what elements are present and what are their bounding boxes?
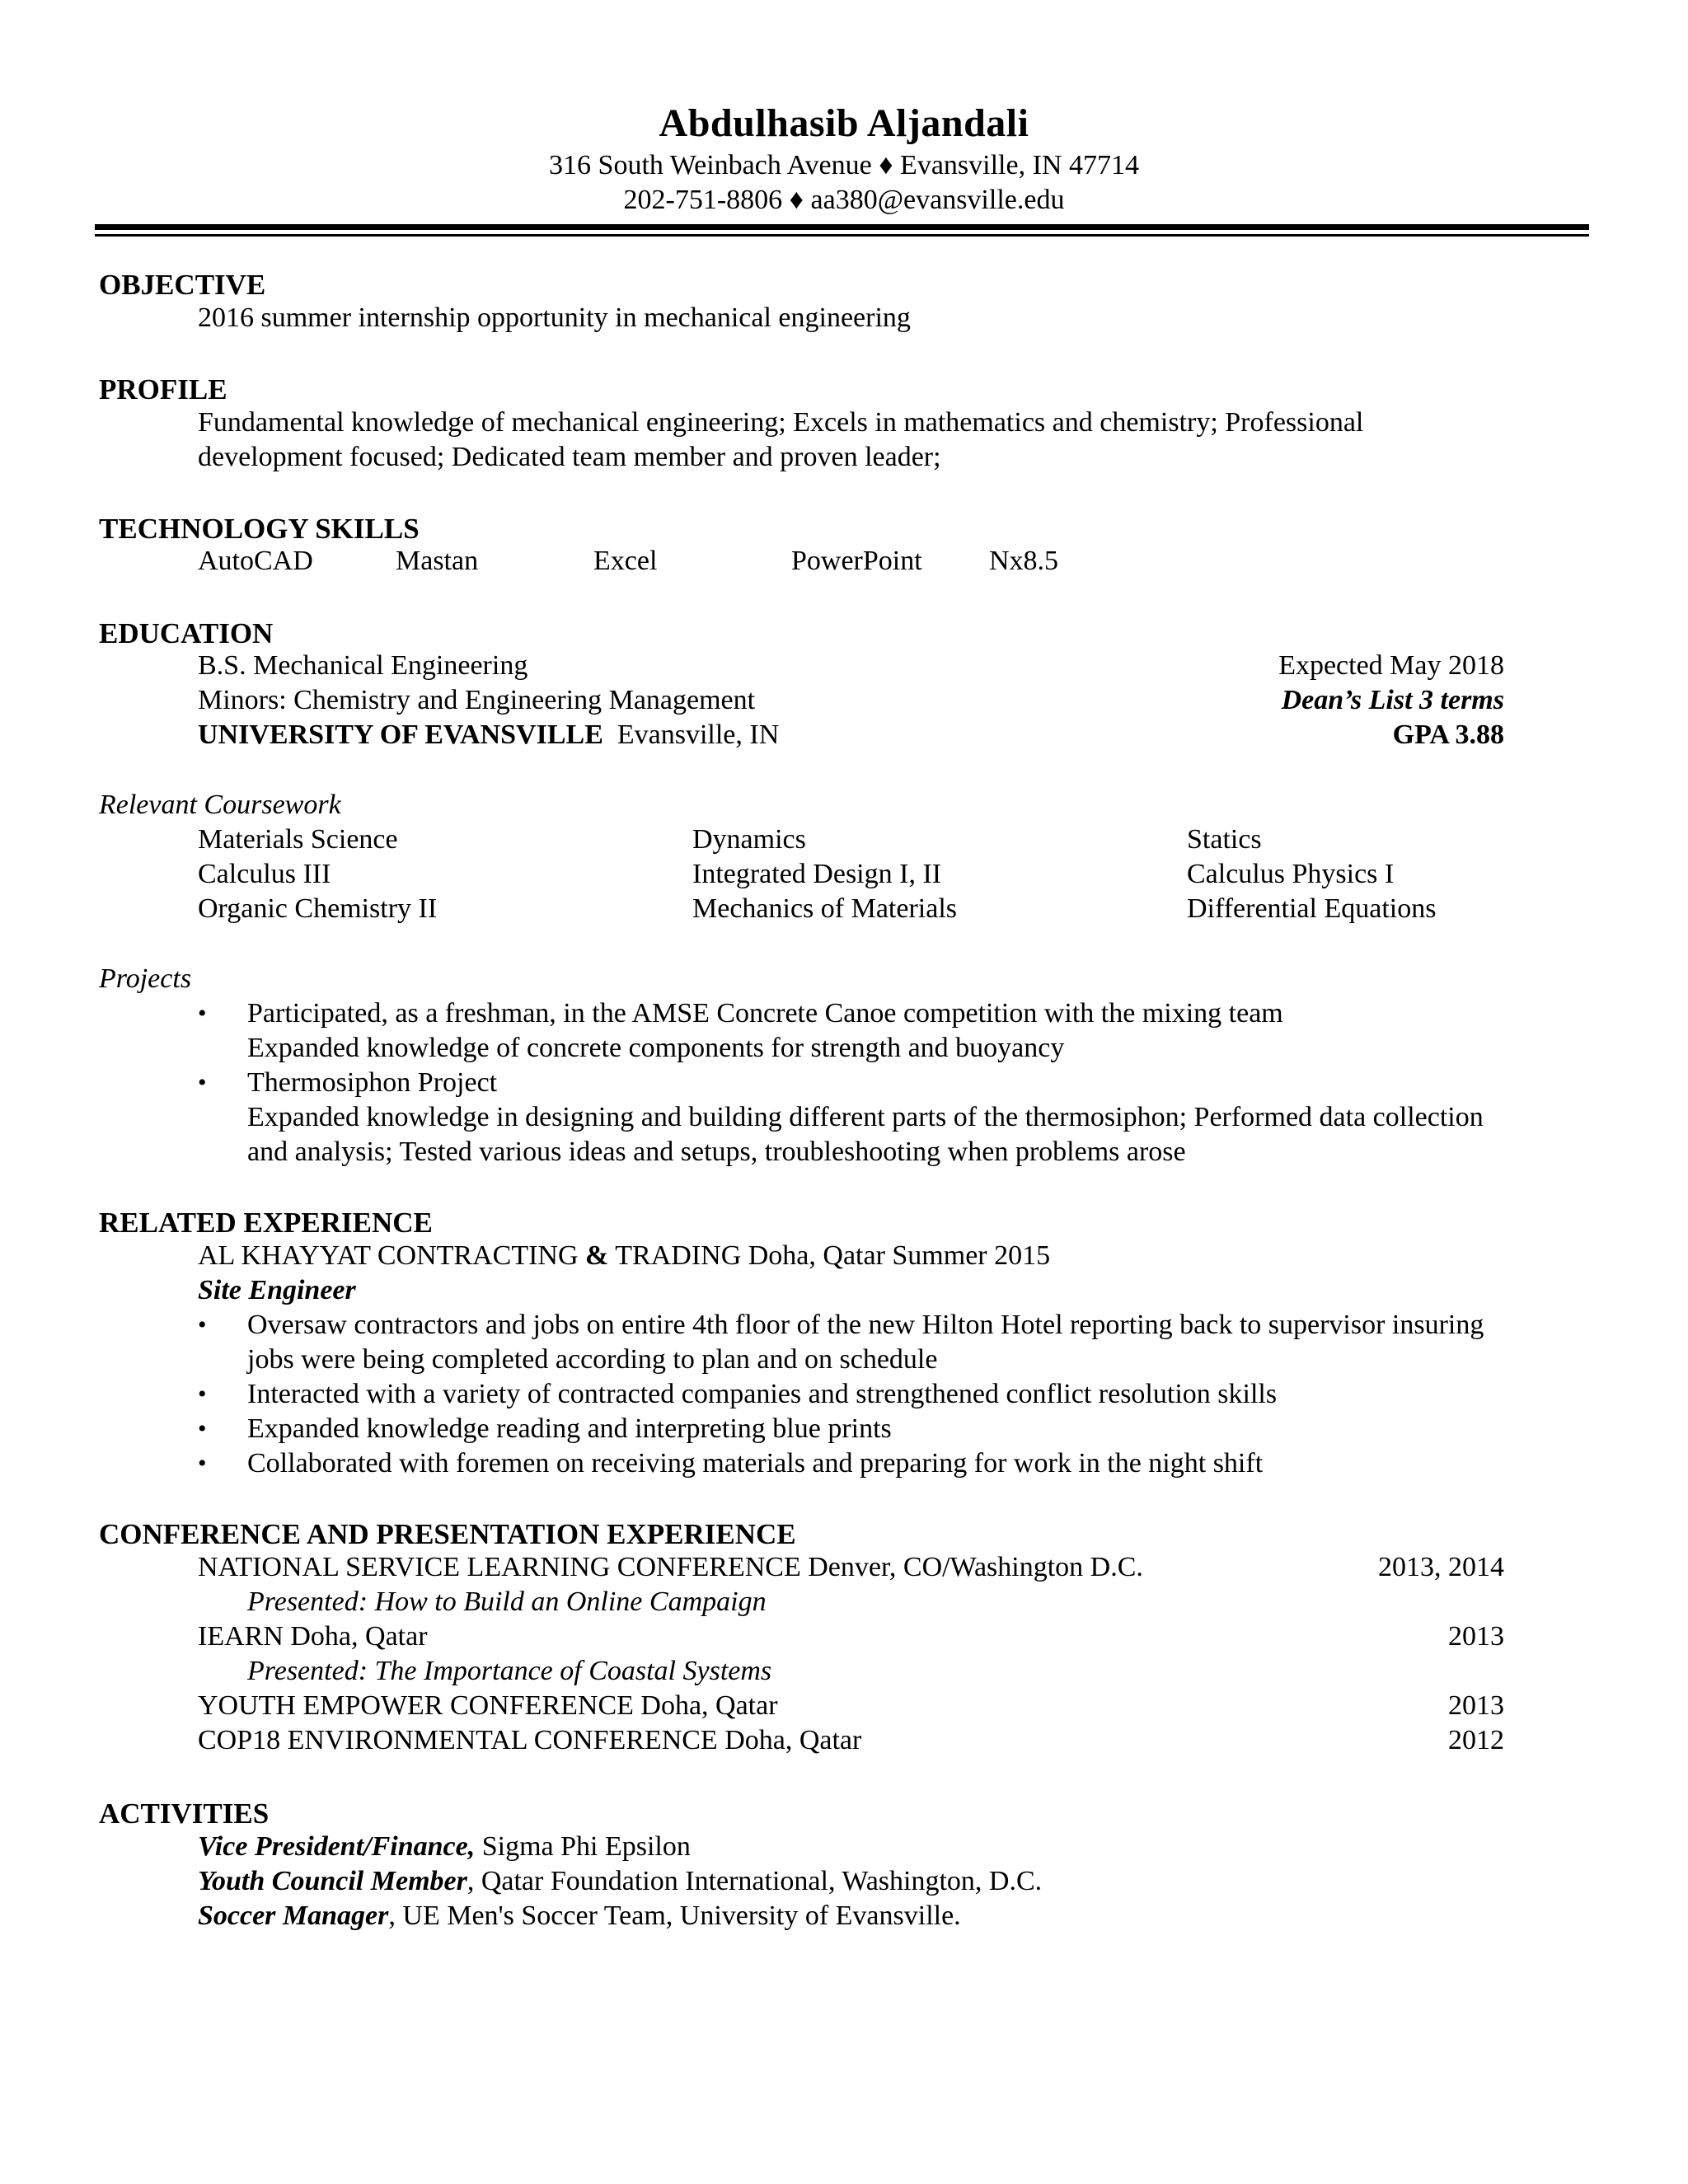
profile-line-2: development focused; Dedicated team member and proven leader;: [198, 442, 941, 472]
conference-heading: CONFERENCE AND PRESENTATION EXPERIENCE: [99, 1518, 796, 1550]
address-line: 316 South Weinbach Avenue ♦ Evansville, IN 47714: [549, 150, 1139, 180]
course-item: Statics: [1187, 824, 1262, 855]
objective-text: 2016 summer internship opportunity in mechanical engineering: [198, 302, 911, 333]
activity-2-org: , Qatar Foundation International, Washington, D.C.: [467, 1866, 1043, 1896]
activity-3-role: Soccer Manager: [198, 1900, 389, 1931]
experience-bullet-1-line-2: jobs were being completed according to plan and on schedule: [247, 1344, 938, 1375]
minors: Minors: Chemistry and Engineering Management: [198, 685, 756, 715]
activity-2: [198, 1864, 1042, 1899]
profile-line-1: Fundamental knowledge of mechanical engineering; Excels in mathematics and chemistry; Professional: [198, 407, 1364, 438]
activity-3: [198, 1899, 961, 1933]
project-2-line-1: Thermosiphon Project: [247, 1067, 498, 1098]
conference-1-presentation: Presented: How to Build an Online Campaign: [247, 1586, 767, 1617]
ampersand: &: [585, 1240, 609, 1271]
degree: B.S. Mechanical Engineering: [198, 650, 528, 681]
skill-autocad: AutoCAD: [198, 546, 313, 576]
projects-heading: Projects: [99, 963, 192, 994]
activity-1-org: Sigma Phi Epsilon: [475, 1831, 691, 1862]
company-name: AL KHAYYAT CONTRACTING: [198, 1240, 579, 1271]
profile-heading: PROFILE: [99, 373, 227, 405]
course-item: Materials Science: [198, 824, 398, 855]
university-name: UNIVERSITY OF EVANSVILLE: [198, 719, 603, 750]
objective-heading: OBJECTIVE: [99, 269, 266, 301]
skill-excel: Excel: [593, 546, 658, 576]
project-1-line-1: Participated, as a freshman, in the AMSE Concrete Canoe competition with the mixing team: [247, 998, 1283, 1029]
experience-bullet-2: Interacted with a variety of contracted companies and strengthened conflict resolution skills: [247, 1379, 1278, 1409]
course-item: Differential Equations: [1187, 893, 1437, 924]
experience-heading: RELATED EXPERIENCE: [99, 1207, 433, 1239]
applicant-name: Abdulhasib Aljandali: [659, 101, 1029, 145]
skill-mastan: Mastan: [396, 546, 479, 576]
course-item: Calculus Physics I: [1187, 859, 1395, 889]
bullet: •: [198, 1311, 207, 1338]
experience-bullet-3: Expanded knowledge reading and interpreting blue prints: [247, 1413, 892, 1444]
project-1-line-2: Expanded knowledge of concrete components for strength and buoyancy: [247, 1033, 1065, 1063]
university-location: Evansville, IN: [617, 719, 780, 750]
conference-3-year: 2013: [1448, 1690, 1504, 1721]
company-location-date: TRADING Doha, Qatar Summer 2015: [615, 1240, 1051, 1271]
skill-powerpoint: PowerPoint: [791, 546, 922, 576]
bullet: •: [198, 1000, 207, 1027]
experience-bullet-4: Collaborated with foremen on receiving materials and preparing for work in the night shift: [247, 1448, 1264, 1479]
course-item: Calculus III: [198, 859, 331, 889]
education-heading: EDUCATION: [99, 617, 274, 649]
activity-3-org: , UE Men's Soccer Team, University of Evansville.: [388, 1900, 961, 1931]
activities-heading: ACTIVITIES: [99, 1797, 270, 1830]
conference-2: IEARN Doha, Qatar: [198, 1621, 428, 1652]
deans-list: Dean’s List 3 terms: [1281, 685, 1504, 715]
course-item: Integrated Design I, II: [692, 859, 942, 889]
activity-1-role: Vice President/Finance,: [198, 1831, 476, 1862]
bullet: •: [198, 1069, 207, 1096]
bullet: •: [198, 1415, 207, 1442]
experience-bullet-1-line-1: Oversaw contractors and jobs on entire 4th floor of the new Hilton Hotel reporting back to supervisor insuring: [247, 1310, 1484, 1340]
project-2-line-3: and analysis; Tested various ideas and setups, troubleshooting when problems arose: [247, 1137, 1186, 1167]
header-rule-thin: [95, 234, 1589, 237]
conference-1-year: 2013, 2014: [1378, 1552, 1504, 1582]
header-rule-thick: [95, 224, 1589, 230]
university-line: [198, 718, 779, 752]
tech-skills-heading: TECHNOLOGY SKILLS: [99, 513, 420, 545]
conference-2-presentation: Presented: The Importance of Coastal Systems: [247, 1656, 772, 1686]
activity-1: [198, 1830, 691, 1864]
resume-header: [0, 99, 1688, 218]
conference-4: COP18 ENVIRONMENTAL CONFERENCE Doha, Qatar: [198, 1725, 862, 1755]
bullet: •: [198, 1380, 207, 1408]
course-item: Dynamics: [692, 824, 806, 855]
bullet: •: [198, 1450, 207, 1477]
course-item: Organic Chemistry II: [198, 893, 438, 924]
conference-1: NATIONAL SERVICE LEARNING CONFERENCE Denver, CO/Washington D.C.: [198, 1552, 1143, 1582]
skill-nx: Nx8.5: [989, 546, 1059, 576]
job-title: Site Engineer: [198, 1275, 356, 1305]
experience-company-line: [198, 1239, 1050, 1273]
gpa: GPA 3.88: [1392, 719, 1504, 750]
project-2-line-2: Expanded knowledge in designing and building different parts of the thermosiphon; Performed data collection: [247, 1102, 1484, 1132]
conference-4-year: 2012: [1448, 1725, 1504, 1755]
conference-2-year: 2013: [1448, 1621, 1504, 1652]
activity-2-role: Youth Council Member: [198, 1866, 467, 1896]
course-item: Mechanics of Materials: [692, 893, 957, 924]
phone-email-line: 202-751-8806 ♦ aa380@evansville.edu: [623, 185, 1065, 215]
coursework-heading: Relevant Coursework: [99, 790, 341, 820]
expected-graduation: Expected May 2018: [1278, 650, 1504, 681]
conference-3: YOUTH EMPOWER CONFERENCE Doha, Qatar: [198, 1690, 778, 1721]
